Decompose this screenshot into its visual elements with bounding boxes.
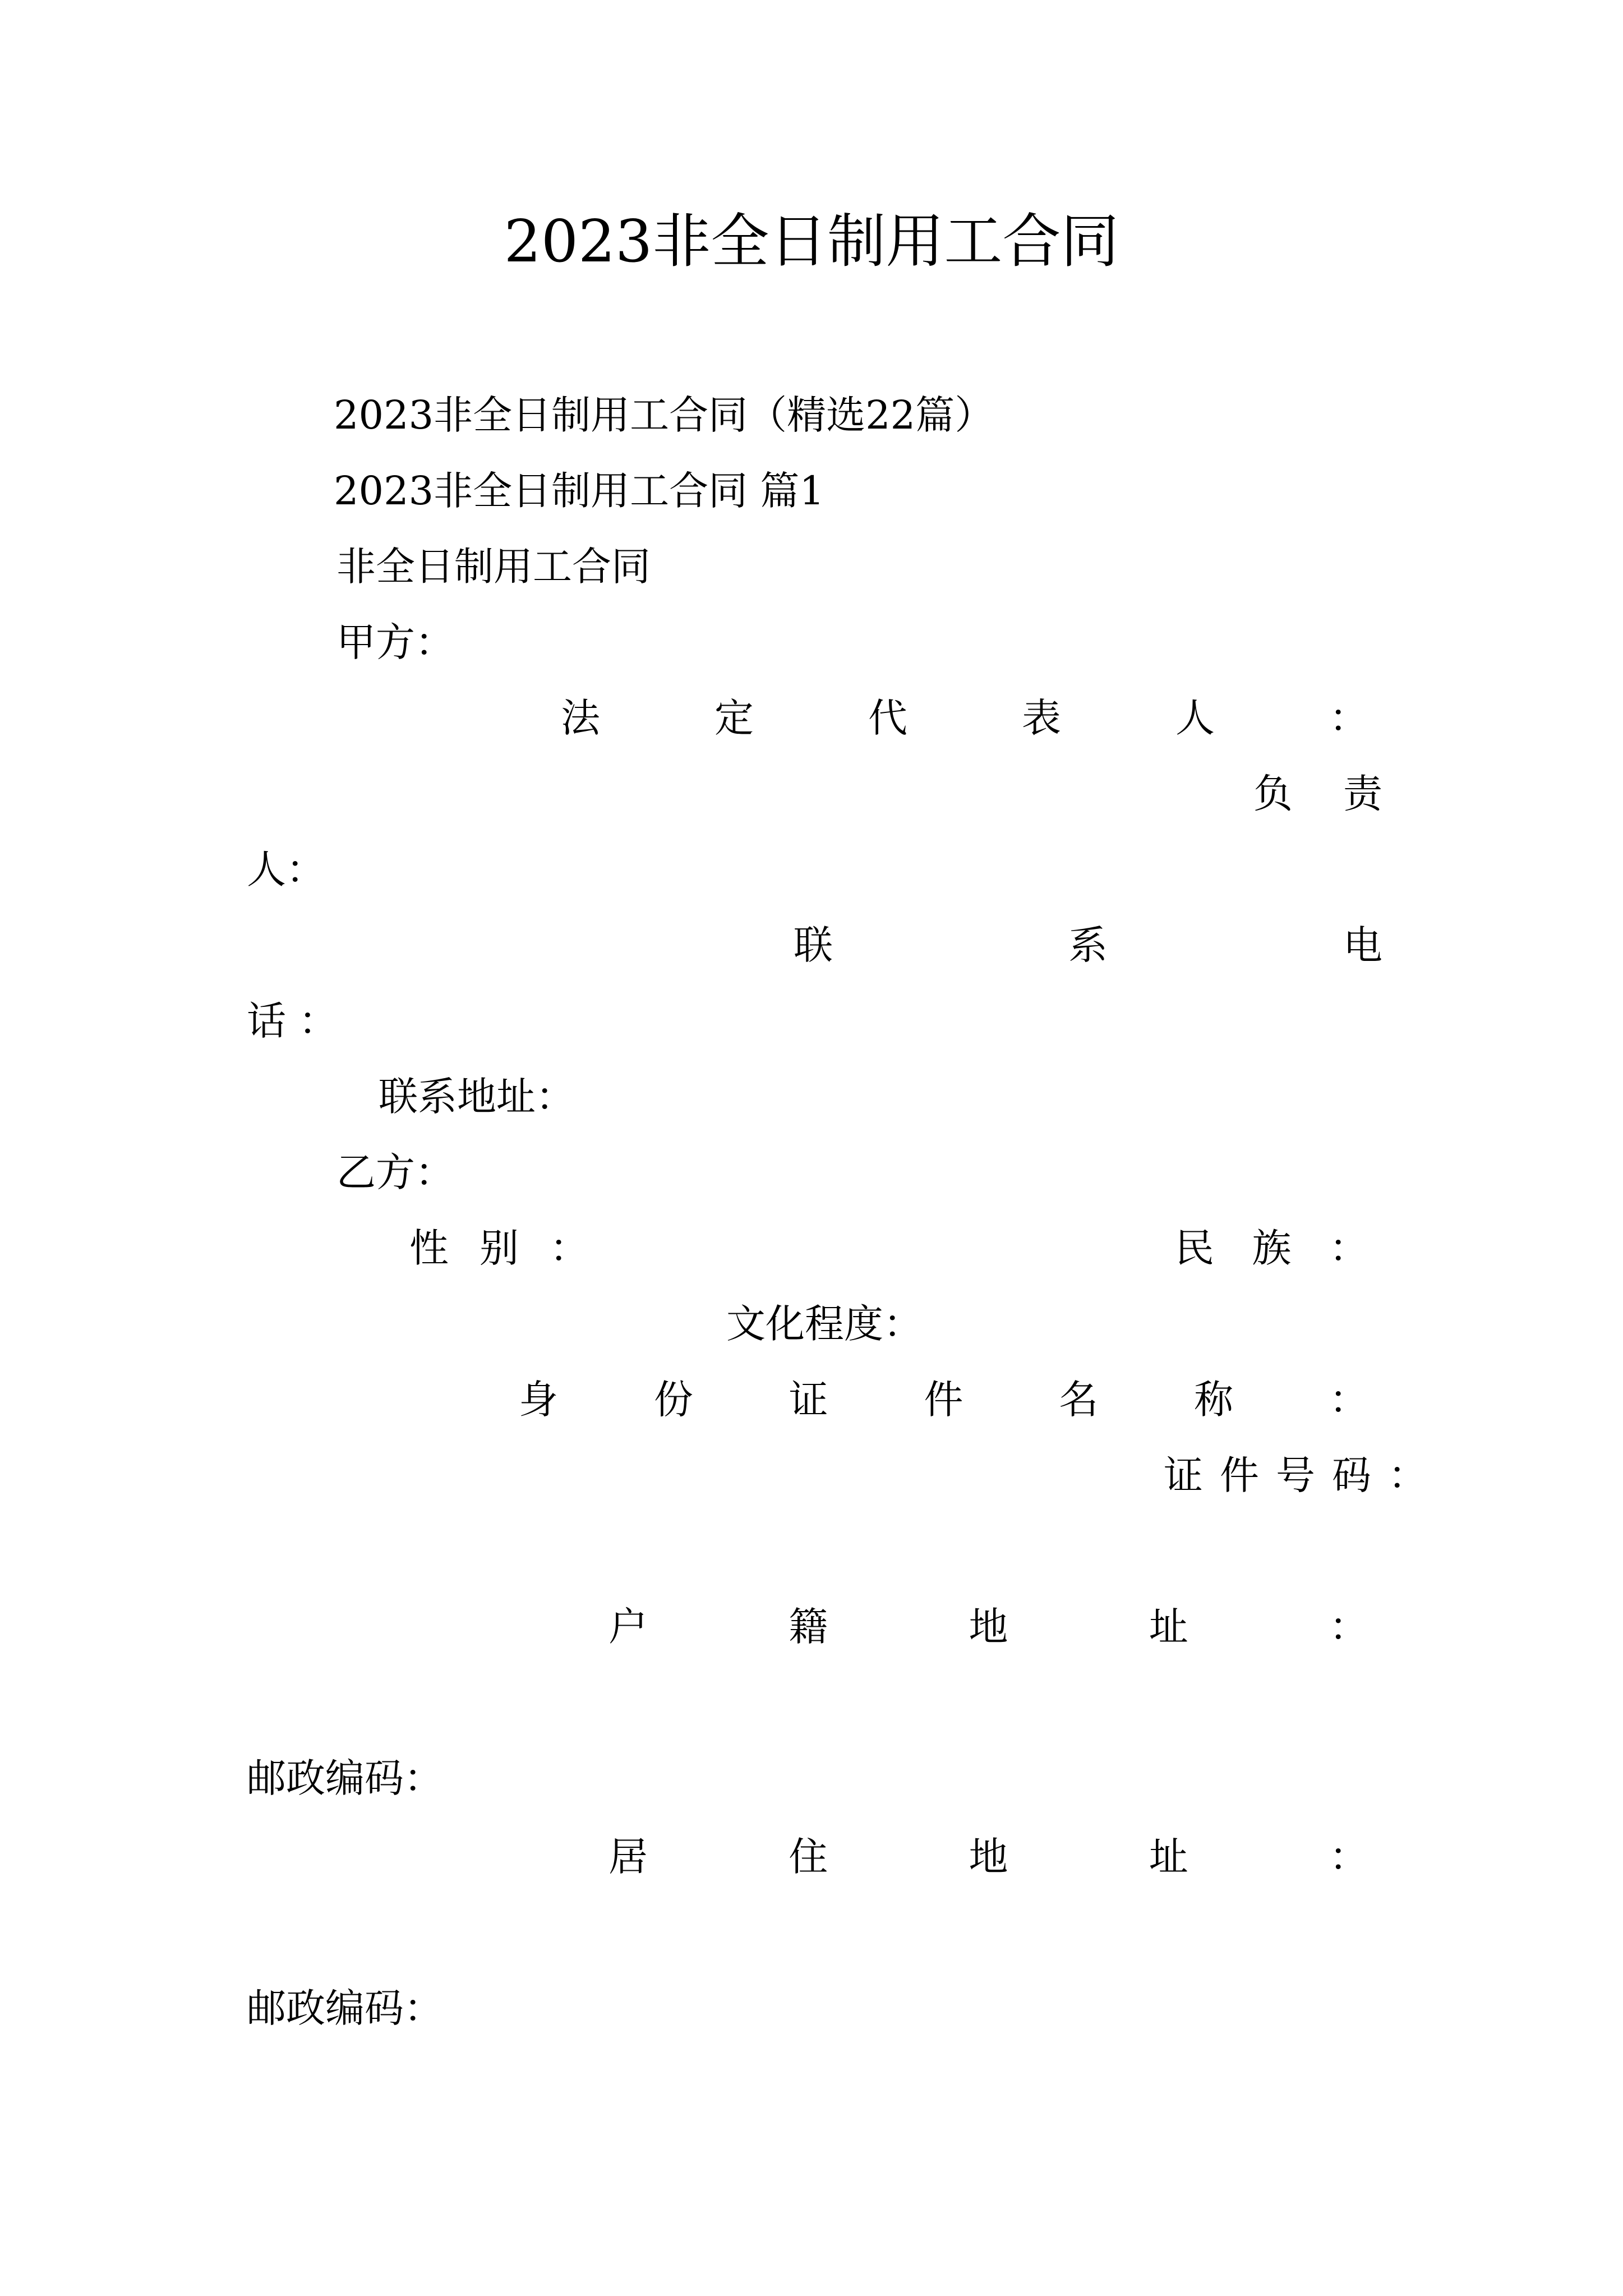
- contact-phone-tail: 话 ：: [247, 998, 338, 1044]
- field-char: 籍: [789, 1604, 828, 1650]
- party-a-label: 甲方：: [336, 619, 454, 665]
- field-char: ：: [1329, 1377, 1368, 1423]
- section-heading: 2023非全日制用工合同 篇1: [334, 468, 824, 514]
- field-char: ：: [1329, 695, 1368, 741]
- field-char: 地: [969, 1604, 1008, 1650]
- field-char: 称: [1194, 1377, 1234, 1423]
- field-char: 法: [561, 695, 600, 741]
- field-char: ：: [1329, 1834, 1368, 1880]
- gender-field: [409, 1220, 589, 1276]
- field-char: 件: [924, 1377, 963, 1423]
- household-address-field: [608, 1599, 1368, 1655]
- contact-address: 联系地址：: [379, 1074, 575, 1120]
- responsible-person-tail: 人：: [247, 846, 325, 892]
- legal-representative-field: [561, 690, 1368, 746]
- id-number: 证件号码：: [1164, 1452, 1444, 1498]
- field-char: 定: [714, 695, 754, 741]
- field-char: 份: [653, 1377, 693, 1423]
- contract-name: 非全日制用工合同: [336, 544, 651, 590]
- field-char: 民: [1175, 1225, 1214, 1271]
- field-char: 联: [794, 922, 833, 968]
- field-char: 负: [1253, 771, 1293, 817]
- field-char: 住: [789, 1834, 828, 1880]
- document-subtitle: 2023非全日制用工合同（精选22篇）: [334, 392, 994, 438]
- document-title: 2023非全日制用工合同: [504, 207, 1119, 275]
- field-char: ：: [1329, 1604, 1368, 1650]
- ethnicity-field: [1175, 1220, 1368, 1276]
- field-char: 户: [608, 1604, 648, 1650]
- field-char: 证: [789, 1377, 828, 1423]
- id-document-name-field: [519, 1372, 1368, 1428]
- field-char: 电: [1343, 922, 1382, 968]
- field-char: 责: [1343, 771, 1382, 817]
- party-b-label: 乙方：: [336, 1149, 454, 1195]
- field-char: 系: [1068, 922, 1108, 968]
- field-char: 族: [1252, 1225, 1292, 1271]
- contact-phone-field: [794, 917, 1382, 973]
- field-char: 址: [1149, 1604, 1188, 1650]
- residence-address-field: [608, 1829, 1368, 1885]
- field-char: 人: [1175, 695, 1215, 741]
- field-char: ：: [1329, 1225, 1368, 1271]
- field-char: ：: [550, 1225, 589, 1271]
- postal-code-residence: 邮政编码：: [247, 1985, 443, 2031]
- field-char: 性: [409, 1225, 449, 1271]
- field-char: 表: [1022, 695, 1061, 741]
- field-char: 名: [1059, 1377, 1099, 1423]
- responsible-person-field: [1253, 766, 1382, 822]
- education-level: 文化程度：: [726, 1301, 923, 1347]
- field-char: 代: [868, 695, 907, 741]
- postal-code-household: 邮政编码：: [247, 1755, 443, 1801]
- field-char: 址: [1149, 1834, 1188, 1880]
- field-char: 别: [479, 1225, 519, 1271]
- field-char: 居: [608, 1834, 648, 1880]
- field-char: 地: [969, 1834, 1008, 1880]
- field-char: 身: [519, 1377, 558, 1423]
